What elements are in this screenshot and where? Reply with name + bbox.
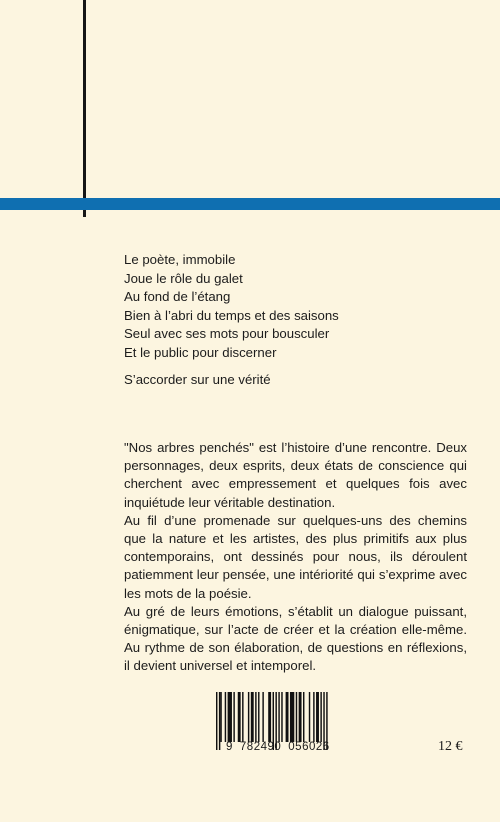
barcode-bar (296, 692, 297, 742)
barcode-bar (313, 692, 314, 742)
poem-line: Joue le rôle du galet (124, 270, 243, 286)
poem-line: Le poète, immobile (124, 252, 236, 267)
poem-line: Au fond de l’étang (124, 289, 231, 305)
poem-line: Bien à l’abri du temps et des saisons (124, 307, 339, 323)
barcode-bar (290, 692, 294, 742)
poem-line: Et le public pour discerner (124, 344, 277, 360)
barcode-bar (316, 692, 319, 742)
barcode-bar (255, 692, 256, 742)
barcode-bar (228, 692, 232, 742)
blurb-paragraph: Au gré de leurs émotions, s’établit un dialogue puissant, énigmatique, sur l’acte de créer et la création elle-même. Au rythme de son élaboration, de questions en réflexions, il devient universel et intemporel. (124, 603, 467, 674)
barcode-bar (286, 692, 289, 742)
barcode-bar (278, 692, 279, 742)
barcode-bar (309, 692, 310, 742)
price: 12 € (438, 739, 463, 754)
barcode-bar (303, 692, 304, 742)
barcode-bar (225, 692, 226, 742)
barcode-bar (251, 692, 254, 742)
barcode-bar (281, 692, 282, 742)
barcode-bar (242, 692, 243, 742)
blue-accent-bar (0, 198, 500, 210)
isbn-right-group: 056026 (288, 741, 330, 753)
blurb-paragraph: Au fil d’une promenade sur quelques-uns des chemins que la nature et les artistes, des plus primitifs aux plus contemporains, ont dessinés pour nous, ils déroulent patiemment leur pensée, une intériorité qui s’exprime avec les mots de la poésie. (124, 512, 467, 601)
back-cover-blurb (124, 439, 467, 676)
barcode-bar (219, 692, 220, 750)
barcode-bar (320, 692, 321, 742)
barcode-bar (262, 692, 263, 742)
poem-line: Seul avec ses mots pour bousculer (124, 326, 330, 342)
barcode-bar (220, 692, 221, 742)
isbn-digits (226, 741, 337, 753)
barcode-bar (238, 692, 241, 742)
vertical-rule (83, 0, 86, 217)
barcode-bar (299, 692, 302, 742)
isbn-left-group: 782490 (239, 741, 282, 753)
poem-closing-line: S’accorder sur une vérité (124, 371, 271, 387)
poem (124, 251, 339, 389)
barcode-bar (248, 692, 249, 742)
barcode-bar (258, 692, 259, 742)
barcode-bar (268, 692, 271, 742)
barcode-bar (233, 692, 234, 742)
blurb-paragraph: "Nos arbres penchés" est l’histoire d’une rencontre. Deux personnages, deux esprits, deux états de conscience qui cherchent avec empressement et quelques fois avec inquiétude leur véritable destination. (124, 440, 467, 510)
isbn-prefix-digit: 9 (226, 741, 233, 753)
barcode-bar (216, 692, 217, 750)
